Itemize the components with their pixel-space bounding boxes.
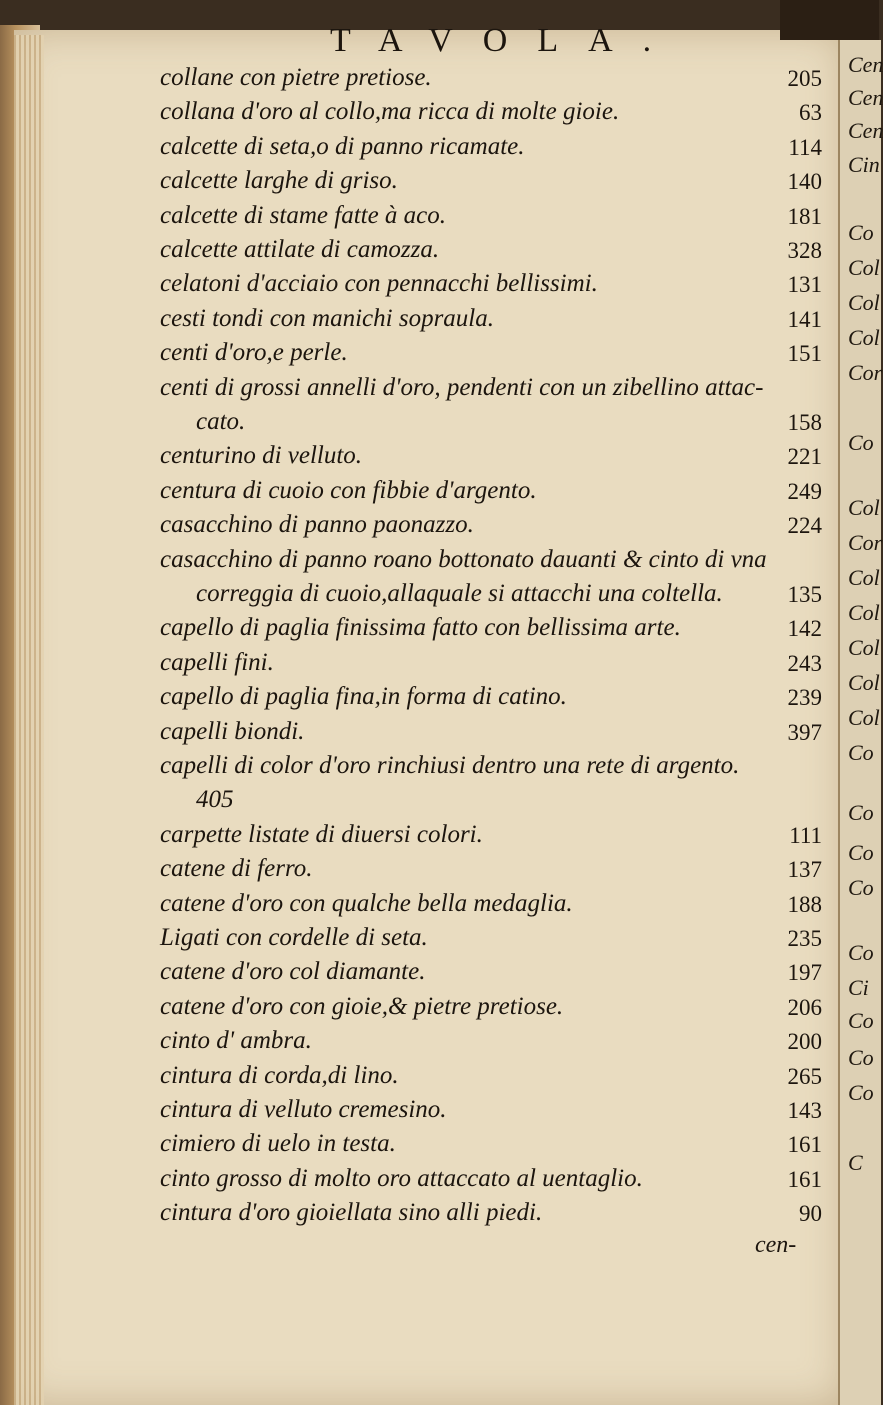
running-head: TAVOLA. — [330, 22, 682, 59]
facing-page-edge — [838, 40, 881, 1405]
index-entry-page-number: 205 — [787, 66, 822, 91]
facing-page-fragment: Col — [848, 255, 880, 280]
index-entry-text: cimiero di uelo in testa. — [160, 1130, 396, 1158]
index-entry-text: catene d'oro col diamante. — [160, 958, 426, 986]
index-entry-page-number: 224 — [787, 513, 822, 539]
facing-page-fragment: Cen — [848, 52, 883, 77]
index-entry-page-number: 135 — [787, 582, 822, 607]
facing-page-fragment: Col — [848, 325, 880, 350]
index-entry-text: catene di ferro. — [160, 855, 313, 883]
index-entry-page-number: 249 — [787, 478, 822, 504]
index-entry-text: capello di paglia fina,in forma di catino. — [160, 683, 567, 711]
facing-page-fragment: Cor — [848, 530, 883, 555]
facing-page-fragment: Col — [848, 495, 880, 520]
index-entry-text: centi di grossi annelli d'oro, pendenti con un zibellino attac- — [160, 373, 764, 401]
index-entry-page-number: 143 — [787, 1098, 822, 1123]
facing-page-fragment: Co — [848, 1045, 874, 1070]
index-entry-page-number: 235 — [787, 926, 822, 951]
index-entry-text: collane con pietre pretiose. — [160, 64, 432, 91]
index-entry-text: centura di cuoio con fibbie d'argento. — [160, 476, 537, 504]
page-gutter-stripes — [14, 35, 44, 1405]
book-cover-corner — [780, 0, 879, 40]
facing-page-fragment: Col — [848, 565, 880, 590]
catchword: cen- — [755, 1232, 797, 1258]
facing-page-fragment: Ci — [848, 975, 869, 1000]
index-entry-text: correggia di cuoio,allaquale si attacchi una coltella. — [196, 580, 723, 607]
index-entry-page-number: 197 — [787, 960, 822, 986]
index-entry-page-number: 328 — [787, 238, 822, 263]
index-entry-text: capelli fini. — [160, 648, 274, 676]
index-entry-page-number: 239 — [787, 685, 822, 711]
index-entry-text: casacchino di panno roano bottonato dauanti & cinto di vna — [160, 545, 767, 573]
index-entry-text: capelli biondi. — [160, 717, 305, 745]
facing-page-fragment: Col — [848, 635, 880, 660]
index-entry-text: catene d'oro con gioie,& pietre pretiose. — [160, 992, 564, 1020]
index-entry-page-number: 200 — [787, 1029, 822, 1055]
index-entry-page-number: 181 — [787, 203, 822, 229]
index-entry-page-number: 161 — [787, 1166, 822, 1192]
index-entry-page-number: 141 — [787, 306, 822, 332]
index-entry-text: 405 — [196, 786, 234, 814]
index-entry-text: centi d'oro,e perle. — [160, 339, 348, 367]
index-entry-text: cintura d'oro gioiellata sino alli piedi. — [160, 1199, 543, 1227]
facing-page-fragment: Co — [848, 430, 874, 455]
index-entry-text: cesti tondi con manichi sopraula. — [160, 304, 494, 332]
index-entry-page-number: 90 — [799, 1201, 822, 1227]
facing-page-fragment: Cen — [848, 118, 883, 143]
index-entry-text: cinto d' ambra. — [160, 1027, 312, 1055]
index-entry-text: calcette attilate di camozza. — [160, 236, 440, 263]
index-entry-page-number: 114 — [788, 134, 822, 160]
index-entry-page-number: 243 — [787, 650, 822, 676]
index-entry-page-number: 151 — [787, 341, 822, 367]
index-entry-text: celatoni d'acciaio con pennacchi bellissimi. — [160, 270, 598, 298]
index-entry-text: catene d'oro con qualche bella medaglia. — [160, 889, 573, 917]
index-entry-page-number: 265 — [787, 1063, 822, 1089]
index-entry-page-number: 206 — [787, 994, 822, 1020]
index-entry-text: casacchino di panno paonazzo. — [160, 511, 474, 539]
index-entry-page-number: 137 — [787, 857, 822, 883]
facing-page-fragment: Co — [848, 1008, 874, 1033]
facing-page-fragment: Co — [848, 740, 874, 765]
index-entry-text: capelli di color d'oro rinchiusi dentro una rete di argento. — [160, 752, 740, 779]
index-entry-text: cintura di corda,di lino. — [160, 1061, 399, 1089]
facing-page-fragment: Cen — [848, 85, 883, 110]
index-entry-text: cinto grosso di molto oro attaccato al uentaglio. — [160, 1164, 643, 1192]
index-entry-page-number: 397 — [787, 719, 822, 745]
facing-page-fragment: Col — [848, 670, 880, 695]
index-entry-text: cintura di velluto cremesino. — [160, 1096, 447, 1123]
index-entry-page-number: 161 — [787, 1132, 822, 1158]
facing-page-fragment: Co — [848, 875, 874, 900]
index-entry-text: cato. — [196, 408, 246, 435]
facing-page-fragment: Cor — [848, 360, 883, 385]
index-entry-page-number: 140 — [787, 169, 822, 195]
index-entry-text: collana d'oro al collo,ma ricca di molte gioie. — [160, 98, 620, 126]
index-entry-page-number: 221 — [787, 444, 822, 470]
index-entry-text: calcette di stame fatte à aco. — [160, 201, 447, 229]
facing-page-fragment: C — [848, 1150, 863, 1175]
index-entry-text: capello di paglia finissima fatto con bellissima arte. — [160, 614, 681, 642]
index-entry-page-number: 158 — [787, 410, 822, 435]
facing-page-fragment: Cin — [848, 152, 880, 177]
index-entry-text: Ligati con cordelle di seta. — [160, 924, 428, 951]
facing-page-fragment: Co — [848, 840, 874, 865]
index-entry-page-number: 188 — [787, 891, 822, 917]
facing-page-fragment: Co — [848, 940, 874, 965]
facing-page-fragment: Col — [848, 600, 880, 625]
facing-page-fragment: Col — [848, 290, 880, 315]
facing-page-fragment: Col — [848, 705, 880, 730]
facing-page-fragment: Co — [848, 220, 874, 245]
index-entry-text: calcette di seta,o di panno ricamate. — [160, 132, 525, 160]
index-entry-page-number: 63 — [799, 100, 822, 126]
facing-page-fragment: Co — [848, 800, 874, 825]
index-entry-text: carpette listate di diuersi colori. — [160, 820, 483, 848]
index-entry-page-number: 131 — [787, 272, 822, 298]
index-entry-page-number: 142 — [787, 616, 822, 642]
index-entry-page-number: 111 — [789, 822, 822, 848]
index-entry-text: calcette larghe di griso. — [160, 167, 398, 195]
index-entry-text: centurino di velluto. — [160, 442, 363, 470]
facing-page-fragment: Co — [848, 1080, 874, 1105]
